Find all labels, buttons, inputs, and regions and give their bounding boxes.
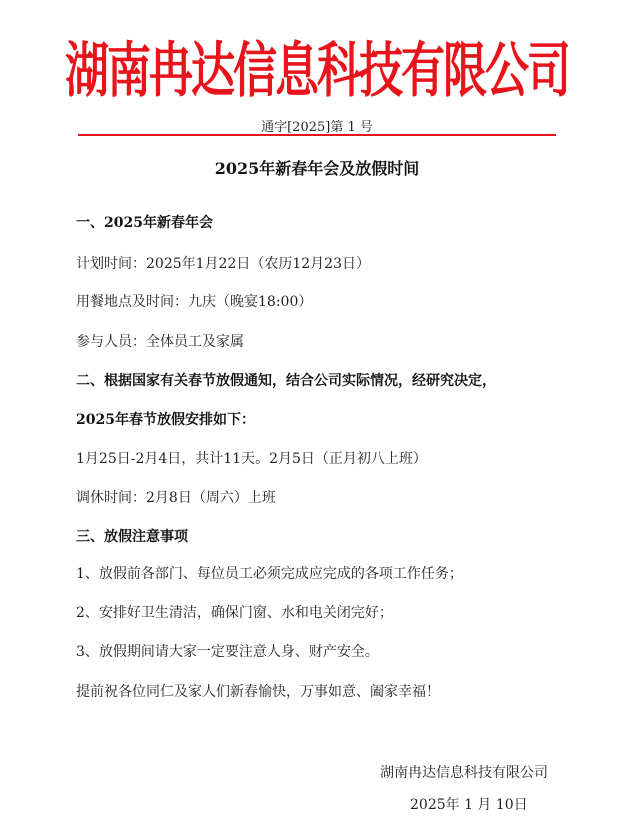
notice-item: 1、放假前各部门、每位员工必须完成应完成的各项工作任务； [76,566,463,582]
notice-item: 2、安排好卫生清洁，确保门窗、水和电关闭完好； [76,605,393,621]
signature-company: 湖南冉达信息科技有限公司 [380,765,548,781]
section1-attendees-line: 参与人员：全体员工及家属 [76,334,244,350]
signature-date: 2025年 1 月 10日 [410,797,528,813]
section2-schedule-line: 1月25日-2月4日，共计11天。2月5日（正月初八上班） [76,451,427,467]
red-divider-rule [78,134,556,136]
section2-subheading: 2025年春节放假安排如下： [76,412,255,428]
section1-venue-line: 用餐地点及时间：九庆（晚宴18:00） [76,294,313,310]
closing-greeting: 提前祝各位同仁及家人们新春愉快，万事如意、阖家幸福！ [76,684,440,700]
section1-time-line: 计划时间：2025年1月22日（农历12月23日） [76,256,370,272]
document-number: 通字[2025]第 1 号 [261,120,373,135]
section2-makeup-line: 调休时间：2月8日（周六）上班 [76,490,276,506]
company-header-title: 湖南冉达信息科技有限公司 [65,36,569,106]
section2-heading: 二、根据国家有关春节放假通知，结合公司实际情况，经研究决定， [76,373,496,389]
section1-heading: 一、2025年新春年会 [76,215,213,231]
document-title: 2025年新春年会及放假时间 [214,159,420,178]
section3-heading: 三、放假注意事项 [76,529,188,545]
notice-item: 3、放假期间请大家一定要注意人身、财产安全。 [76,644,379,660]
